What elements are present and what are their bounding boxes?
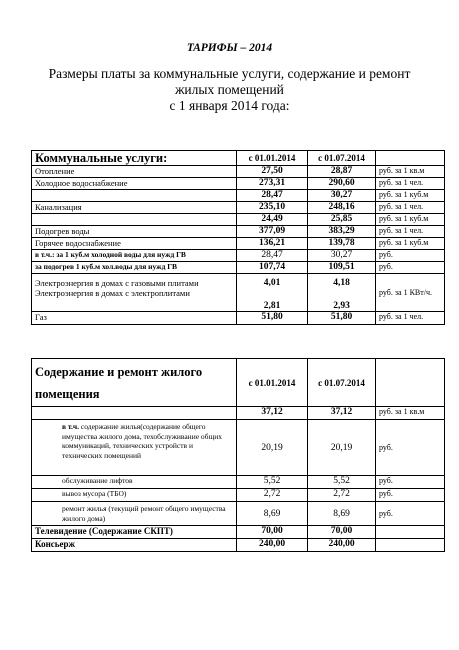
row-value-1: 8,69 — [237, 502, 308, 526]
electricity-unit: руб. за 1 КВт/ч. — [376, 274, 445, 312]
row-value-1: 2,72 — [237, 489, 308, 502]
row-name: ремонт жилья (текущий ремонт общего имущества жилого дома) — [32, 502, 237, 526]
maintenance-table — [31, 358, 445, 552]
utilities-date-1: с 01.01.2014 — [237, 151, 308, 166]
row-name: Горячее водоснабжение — [32, 238, 237, 250]
row-value-2: 248,16 — [308, 202, 376, 214]
table-row — [32, 202, 445, 214]
electricity-names — [32, 274, 237, 312]
subtitle-line-1: Размеры платы за коммунальные услуги, содержание и ремонт — [48, 66, 411, 81]
subtitle-line-2: жилых помещений — [175, 82, 284, 97]
table-row — [32, 214, 445, 226]
row-value-1: 235,10 — [237, 202, 308, 214]
table-row — [32, 178, 445, 190]
row-value-1: 377,09 — [237, 226, 308, 238]
utilities-header-row — [32, 151, 445, 166]
row-unit: руб. — [376, 489, 445, 502]
row-unit: руб. за 1 чел. — [376, 202, 445, 214]
row-unit: руб. за 1 чел. — [376, 226, 445, 238]
maintenance-header-line-1: Содержание и ремонт жилого — [35, 364, 203, 379]
row-value-2: 290,60 — [308, 178, 376, 190]
electricity-gas-label: Электроэнергия в домах с газовыми плитами — [35, 278, 199, 288]
electricity-values-2 — [308, 274, 376, 312]
row-value-2: 30,27 — [308, 250, 376, 262]
table-row — [32, 526, 445, 539]
row-unit: руб. за 1 кв.м — [376, 407, 445, 420]
row-name: за подогрев 1 куб.м хол.воды для нужд ГВ — [32, 262, 237, 274]
row-value-1: 136,21 — [237, 238, 308, 250]
table-row — [32, 476, 445, 489]
row-name: Канализация — [32, 202, 237, 214]
row-name: в т.ч.: за 1 куб.м холодной воды для нужд ГВ — [32, 250, 237, 262]
utilities-header: Коммунальные услуги: — [32, 151, 237, 166]
row-value-1: 37,12 — [237, 407, 308, 420]
table-row — [32, 250, 445, 262]
row-unit: руб. за 1 куб.м — [376, 214, 445, 226]
utilities-table — [31, 150, 445, 325]
row-value-2: 70,00 — [308, 526, 376, 539]
row-unit: руб. — [376, 476, 445, 489]
row-name: Газ — [32, 312, 237, 325]
row-value-1: 51,80 — [237, 312, 308, 325]
electricity-electric-label: Электроэнергия в домах с электроплитами — [35, 288, 190, 298]
electricity-row — [32, 274, 445, 312]
row-value-1: 28,47 — [237, 190, 308, 202]
row-value-2: 383,29 — [308, 226, 376, 238]
row-value-2: 25,85 — [308, 214, 376, 226]
row-value-2: 240,00 — [308, 539, 376, 552]
table-row — [32, 407, 445, 420]
document-subtitle — [20, 66, 439, 114]
row-value-2: 5,52 — [308, 476, 376, 489]
maintenance-unit-header — [376, 359, 445, 407]
incl-text: содержание жилья(содержание общего имущества жилого дома, техобслуживание общих коммуникаций, технических устройств и технических помещений — [62, 422, 223, 460]
electricity-electric-value-2: 2,93 — [333, 301, 350, 311]
row-name: Консьерж — [32, 539, 237, 552]
table-row — [32, 190, 445, 202]
maintenance-header-line-2: помещения — [35, 386, 100, 401]
row-value-2: 8,69 — [308, 502, 376, 526]
row-name: Подогрев воды — [32, 226, 237, 238]
maintenance-header-row — [32, 359, 445, 407]
row-name: вывоз мусора (ТБО) — [32, 489, 237, 502]
maintenance-date-2: с 01.07.2014 — [308, 359, 376, 407]
row-name — [32, 190, 237, 202]
utilities-date-2: с 01.07.2014 — [308, 151, 376, 166]
row-unit: руб. за 1 чел. — [376, 312, 445, 325]
row-value-2: 30,27 — [308, 190, 376, 202]
table-row — [32, 539, 445, 552]
row-name: Отопление — [32, 166, 237, 178]
row-unit — [376, 539, 445, 552]
row-value-1: 5,52 — [237, 476, 308, 489]
table-row — [32, 312, 445, 325]
row-value-1: 240,00 — [237, 539, 308, 552]
electricity-electric-value-1: 2,81 — [263, 301, 281, 311]
utilities-unit-header — [376, 151, 445, 166]
row-name — [32, 214, 237, 226]
row-value-2: 2,72 — [308, 489, 376, 502]
row-value-1: 20,19 — [237, 420, 308, 476]
row-value-2: 109,51 — [308, 262, 376, 274]
incl-prefix: в т.ч. — [62, 422, 80, 431]
electricity-gas-value-2: 4,18 — [333, 278, 350, 288]
maintenance-date-1: с 01.01.2014 — [237, 359, 308, 407]
row-unit — [376, 526, 445, 539]
row-value-1: 107,74 — [237, 262, 308, 274]
row-value-2: 51,80 — [308, 312, 376, 325]
row-unit: руб. за 1 чел. — [376, 178, 445, 190]
row-unit: руб. — [376, 250, 445, 262]
table-row — [32, 262, 445, 274]
row-unit: руб. — [376, 502, 445, 526]
table-row — [32, 420, 445, 476]
electricity-gas-value-1: 4,01 — [263, 278, 281, 288]
row-unit: руб. — [376, 420, 445, 476]
row-value-1: 273,31 — [237, 178, 308, 190]
table-row — [32, 502, 445, 526]
row-value-1: 28,47 — [237, 250, 308, 262]
row-value-2: 139,78 — [308, 238, 376, 250]
table-row — [32, 238, 445, 250]
subtitle-line-3: с 1 января 2014 года: — [169, 98, 290, 113]
row-name — [32, 407, 237, 420]
row-name: Холодное водоснабжение — [32, 178, 237, 190]
row-value-1: 24,49 — [237, 214, 308, 226]
table-row — [32, 489, 445, 502]
row-value-1: 70,00 — [237, 526, 308, 539]
row-unit: руб. за 1 кв.м — [376, 166, 445, 178]
row-unit: руб. за 1 куб.м — [376, 190, 445, 202]
row-name: Телевидение (Содержание СКПТ) — [32, 526, 237, 539]
row-value-1: 27,50 — [237, 166, 308, 178]
row-value-2: 20,19 — [308, 420, 376, 476]
document-title: ТАРИФЫ – 2014 — [186, 42, 273, 54]
maintenance-header — [32, 359, 237, 407]
row-name — [32, 420, 237, 476]
table-row — [32, 226, 445, 238]
row-unit: руб. за 1 куб.м — [376, 238, 445, 250]
row-value-2: 28,87 — [308, 166, 376, 178]
row-value-2: 37,12 — [308, 407, 376, 420]
table-row — [32, 166, 445, 178]
row-name: обслуживание лифтов — [32, 476, 237, 489]
electricity-values-1 — [237, 274, 308, 312]
row-unit: руб. — [376, 262, 445, 274]
